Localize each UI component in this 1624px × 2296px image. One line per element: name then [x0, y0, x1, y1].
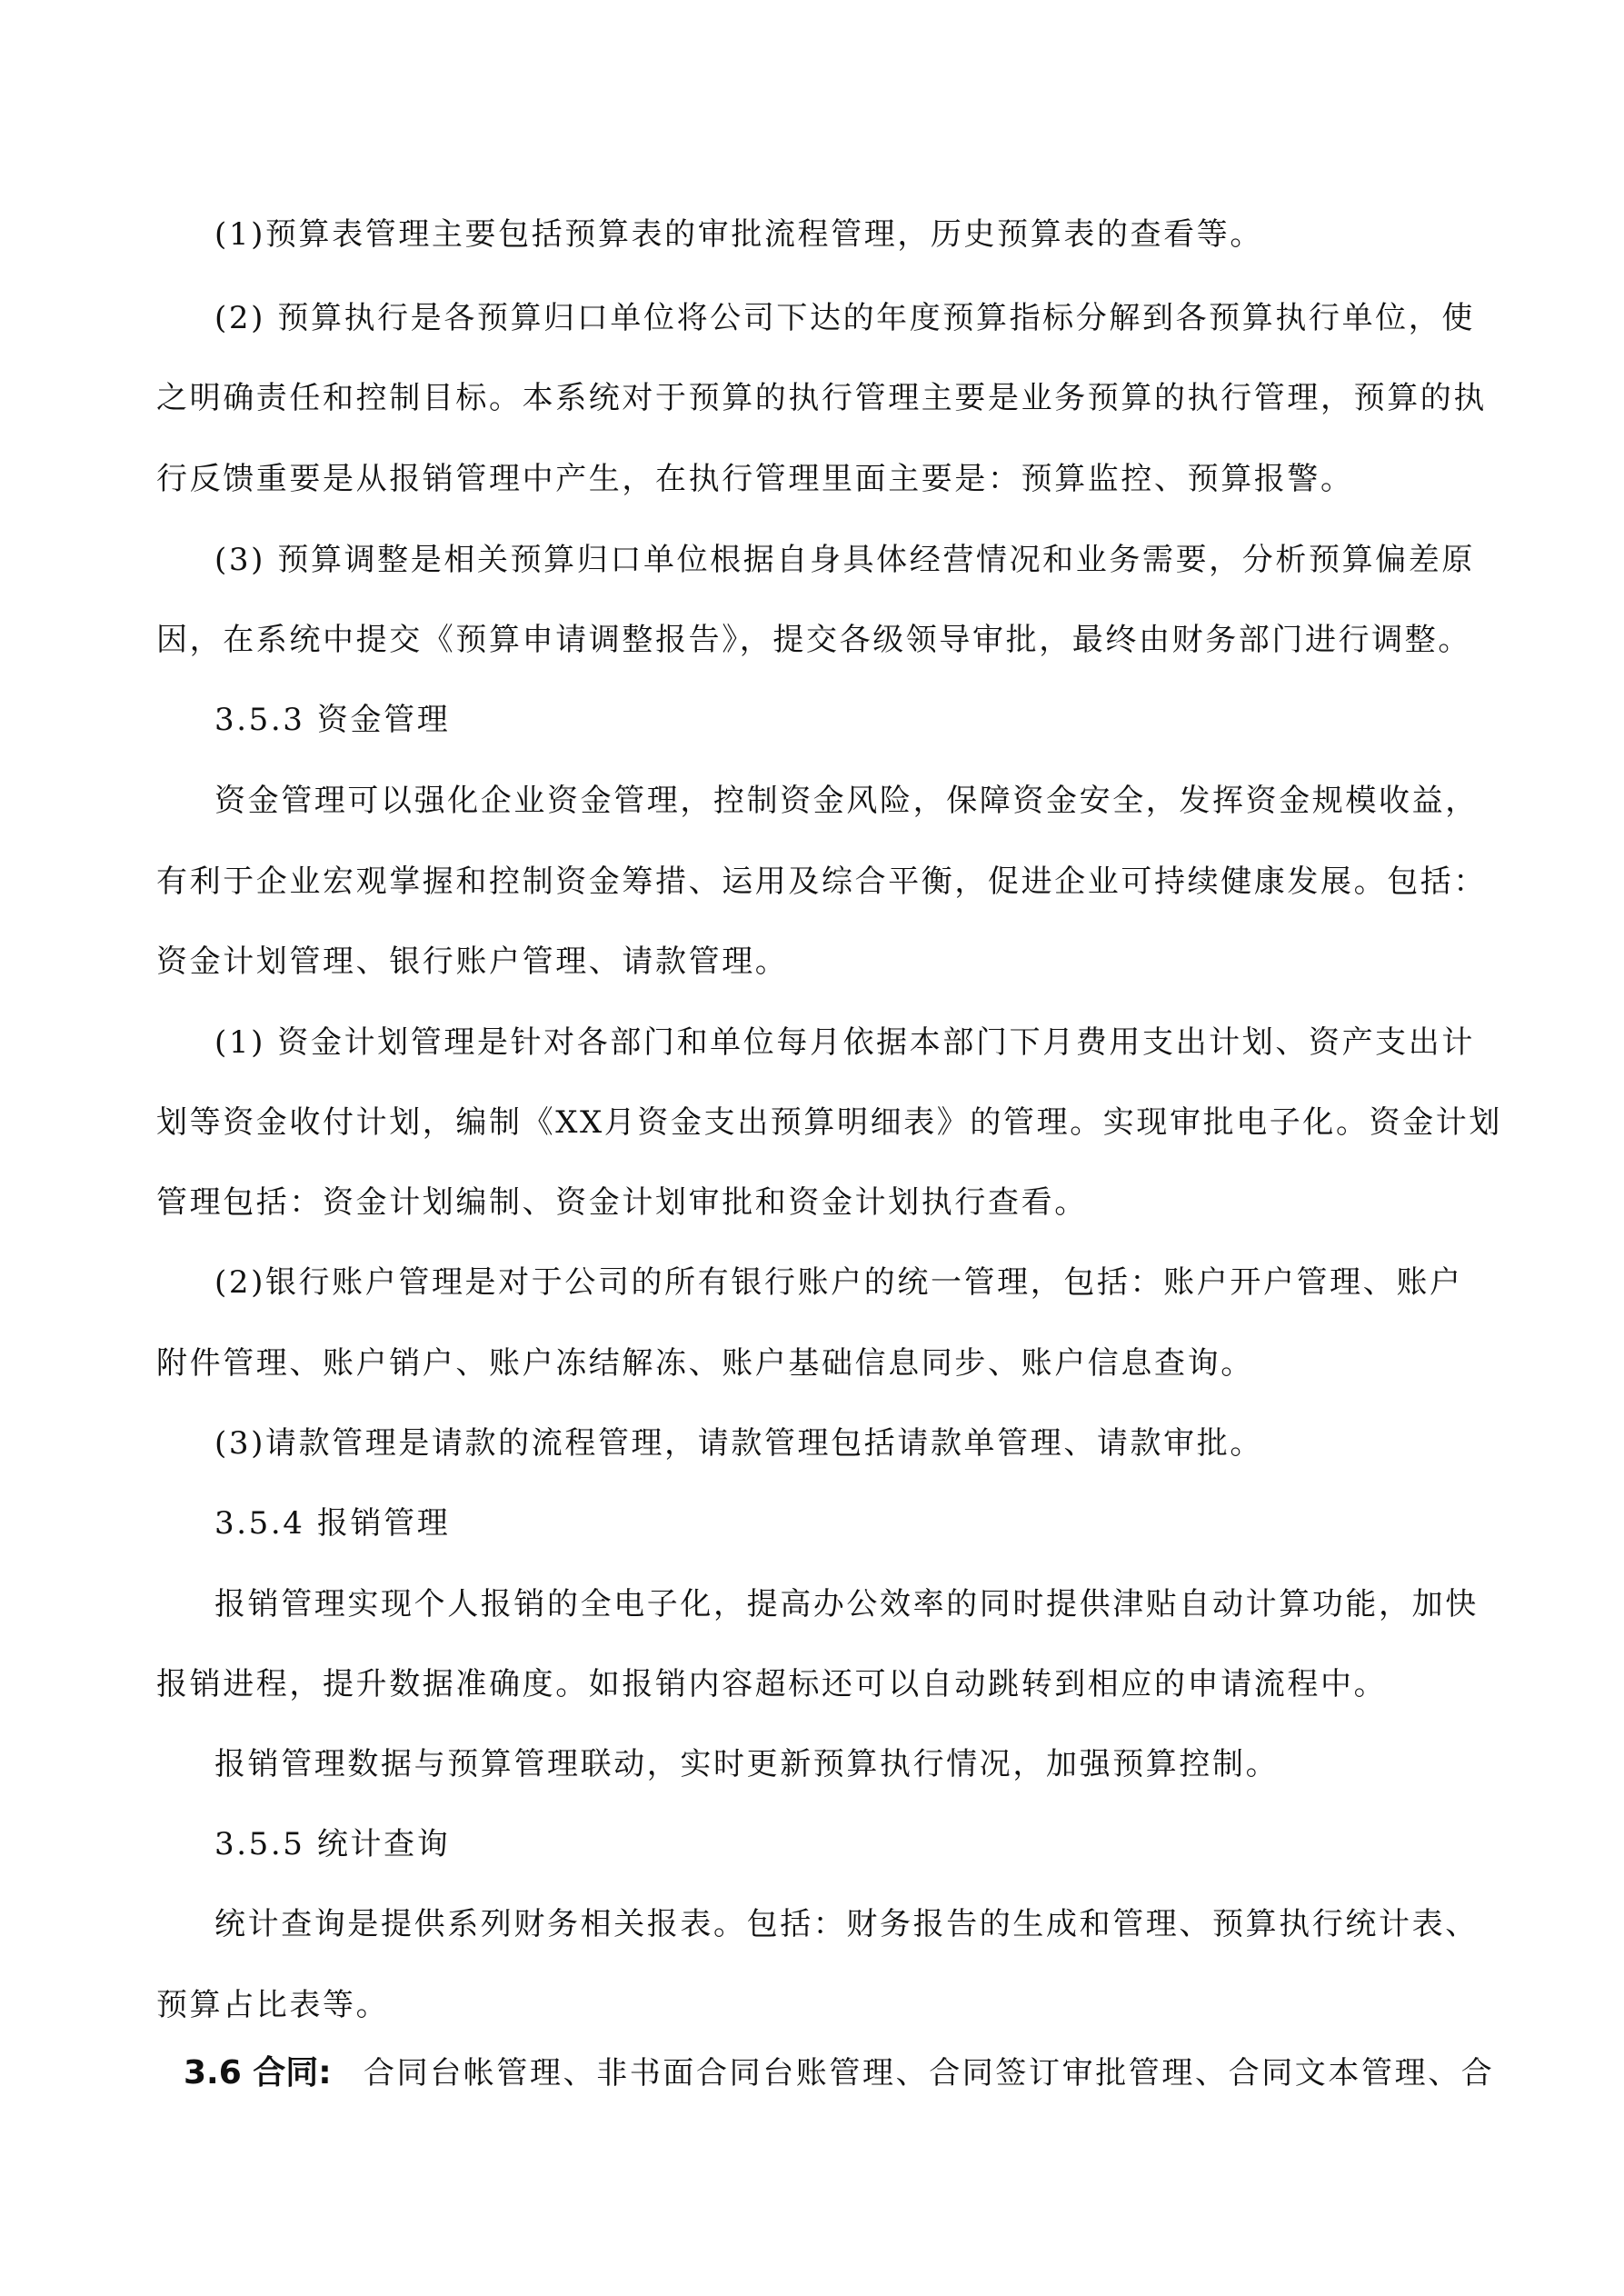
- paragraph-line: (1)预算表管理主要包括预算表的审批流程管理，历史预算表的查看等。: [214, 216, 1263, 253]
- paragraph-line: 资金管理可以强化企业资金管理，控制资金风险，保障资金安全，发挥资金规模收益，: [214, 783, 1479, 819]
- paragraph-line: 之明确责任和控制目标。本系统对于预算的执行管理主要是业务预算的执行管理，预算的执: [156, 380, 1487, 416]
- paragraph-line: (3)请款管理是请款的流程管理，请款管理包括请款单管理、请款审批。: [214, 1425, 1263, 1462]
- paragraph-line: 报销管理数据与预算管理联动，实时更新预算执行情况，加强预算控制。: [214, 1746, 1280, 1782]
- paragraph-line: 报销进程，提升数据准确度。如报销内容超标还可以自动跳转到相应的申请流程中。: [156, 1666, 1388, 1702]
- section-heading-36: 3.6 合同:: [184, 2054, 332, 2091]
- paragraph-line: 统计查询是提供系列财务相关报表。包括：财务报告的生成和管理、预算执行统计表、: [214, 1906, 1479, 1942]
- section-heading-355: 3.5.5 统计查询: [214, 1826, 451, 1862]
- section-36-text: 合同台帐管理、非书面合同台账管理、合同签订审批管理、合同文本管理、合: [364, 2055, 1495, 2091]
- paragraph-line: 行反馈重要是从报销管理中产生，在执行管理里面主要是：预算监控、预算报警。: [156, 461, 1354, 497]
- paragraph-line: (2)银行账户管理是对于公司的所有银行账户的统一管理，包括：账户开户管理、账户: [214, 1264, 1463, 1301]
- section-heading-354: 3.5.4 报销管理: [214, 1505, 451, 1542]
- paragraph-line: 报销管理实现个人报销的全电子化，提高办公效率的同时提供津贴自动计算功能，加快: [214, 1586, 1479, 1622]
- paragraph-line: 因，在系统中提交《预算申请调整报告》，提交各级领导审批，最终由财务部门进行调整。: [156, 622, 1471, 658]
- paragraph-line: (2) 预算执行是各预算归口单位将公司下达的年度预算指标分解到各预算执行单位，使: [214, 300, 1475, 336]
- paragraph-line: (3) 预算调整是相关预算归口单位根据自身具体经营情况和业务需要，分析预算偏差原: [214, 542, 1475, 578]
- paragraph-line: 附件管理、账户销户、账户冻结解冻、账户基础信息同步、账户信息查询。: [156, 1345, 1254, 1382]
- paragraph-line: 资金计划管理、银行账户管理、请款管理。: [156, 943, 789, 980]
- paragraph-line: 有利于企业宏观掌握和控制资金筹措、运用及综合平衡，促进企业可持续健康发展。包括：: [156, 863, 1487, 900]
- section-heading-353: 3.5.3 资金管理: [214, 702, 451, 738]
- paragraph-line: 预算占比表等。: [156, 1987, 390, 2023]
- paragraph-line: (1) 资金计划管理是针对各部门和单位每月依据本部门下月费用支出计划、资产支出计: [214, 1024, 1475, 1061]
- paragraph-line: 划等资金收付计划，编制《XX月资金支出预算明细表》的管理。实现审批电子化。资金计划: [156, 1104, 1503, 1141]
- paragraph-line: 管理包括：资金计划编制、资金计划审批和资金计划执行查看。: [156, 1184, 1088, 1221]
